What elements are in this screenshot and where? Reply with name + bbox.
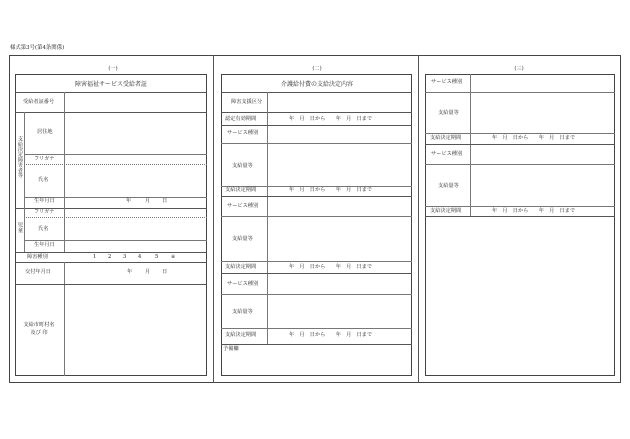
panel3-number: (三) [514, 66, 524, 72]
disability-option-note: ※ [171, 254, 176, 260]
panel-divider-1 [213, 55, 214, 383]
decision-period-value-b: 年 月 日から 年 月 日まで [289, 264, 373, 270]
rule [267, 92, 268, 112]
rule [470, 74, 471, 216]
child-group-label: 児童 [17, 222, 23, 233]
rule [425, 216, 615, 217]
rule [64, 208, 65, 252]
p3-amount-label-a: 支給量等 [438, 110, 459, 116]
issue-date-label: 交付年月日 [25, 269, 51, 275]
disability-option-3: 3 [123, 254, 127, 260]
rule [221, 125, 412, 126]
issue-day-unit: 日 [162, 269, 168, 275]
rule [425, 164, 615, 165]
issue-month-unit: 月 [145, 269, 151, 275]
p3-decision-period-label-a: 支給決定期間 [430, 135, 462, 141]
rule [64, 92, 65, 112]
rule [267, 112, 268, 344]
disability-option-1: 1 [93, 254, 97, 260]
rule [221, 143, 412, 144]
rule [24, 112, 25, 208]
support-level-label: 障害支援区分 [231, 99, 263, 105]
panel1-number: (一) [108, 66, 118, 72]
birth-day-unit: 日 [162, 198, 168, 204]
rule [221, 328, 412, 329]
birth-date-label: 生年月日 [34, 198, 55, 204]
name-label: 氏名 [38, 177, 49, 183]
p3-decision-period-label-b: 支給決定期間 [430, 208, 462, 214]
rule [64, 112, 65, 208]
rule [15, 92, 207, 93]
service-type-label-a: サービス種別 [227, 130, 259, 136]
cert-period-value: 年 月 日から 年 月 日まで [289, 116, 373, 122]
disability-option-2: 2 [108, 254, 112, 260]
p3-decision-period-value-a: 年 月 日から 年 月 日まで [492, 135, 576, 141]
rule [24, 240, 207, 241]
panel3-table [425, 74, 615, 376]
beneficiary-group-label: 支給決定障害者等 [17, 136, 23, 178]
issue-year-unit: 年 [127, 269, 133, 275]
rule [221, 196, 412, 197]
p3-service-type-label-a: サービス種別 [431, 79, 463, 85]
recipient-no-label: 受給者証番号 [23, 99, 55, 105]
panel2-title: 介護給付費の支給決定内容 [280, 81, 354, 88]
amount-label-b: 支給量等 [232, 236, 253, 242]
birth-year-unit: 年 [126, 198, 132, 204]
rule [221, 92, 412, 93]
birth-month-unit: 月 [145, 198, 151, 204]
panel-divider-2 [418, 55, 419, 383]
rule [15, 112, 207, 113]
form-label: 様式第3号(第4条関係) [10, 45, 65, 51]
child-birth-date-label: 生年月日 [34, 242, 55, 248]
p3-decision-period-value-b: 年 月 日から 年 月 日まで [492, 208, 576, 214]
panel1-title: 障害福祉サービス受給者証 [74, 81, 148, 88]
service-type-label-c: サービス種別 [227, 281, 259, 287]
municipality-label: 支給市町村名 [23, 322, 55, 328]
rule [64, 262, 65, 376]
furigana-label: フリガナ [34, 156, 55, 162]
child-furigana-label: フリガナ [34, 209, 55, 215]
rule [221, 273, 412, 274]
decision-period-label-b: 支給決定期間 [225, 264, 257, 270]
service-type-label-b: サービス種別 [227, 203, 259, 209]
child-name-label: 氏名 [38, 226, 49, 232]
rule [221, 294, 412, 295]
cert-period-label: 認定有効期間 [225, 116, 257, 122]
rule [221, 261, 412, 262]
rule [425, 206, 615, 207]
rule [15, 284, 207, 285]
disability-option-4: 4 [138, 254, 142, 260]
rule [221, 344, 412, 345]
disability-option-5: 5 [155, 254, 159, 260]
amount-label-c: 支給量等 [232, 309, 253, 315]
address-label: 居住地 [37, 129, 53, 135]
decision-period-value-a: 年 月 日から 年 月 日まで [289, 187, 373, 193]
remarks-label: 予備欄 [223, 346, 239, 352]
rule [221, 112, 412, 113]
seal-label: 及び 印 [30, 330, 48, 336]
disability-type-label: 障害種別 [27, 254, 48, 260]
rule [15, 252, 207, 253]
rule [425, 133, 615, 134]
decision-period-value-c: 年 月 日から 年 月 日まで [289, 332, 373, 338]
rule [24, 217, 207, 218]
decision-period-label-a: 支給決定期間 [225, 187, 257, 193]
rule [15, 262, 207, 263]
amount-label-a: 支給量等 [232, 163, 253, 169]
p3-service-type-label-b: サービス種別 [431, 151, 463, 157]
panel2-number: (二) [312, 66, 322, 72]
rule [221, 216, 412, 217]
rule [425, 144, 615, 145]
decision-period-label-c: 支給決定期間 [225, 332, 257, 338]
rule [24, 164, 207, 165]
rule [24, 208, 25, 252]
rule [425, 92, 615, 93]
rule [24, 154, 207, 155]
p3-amount-label-b: 支給量等 [438, 183, 459, 189]
